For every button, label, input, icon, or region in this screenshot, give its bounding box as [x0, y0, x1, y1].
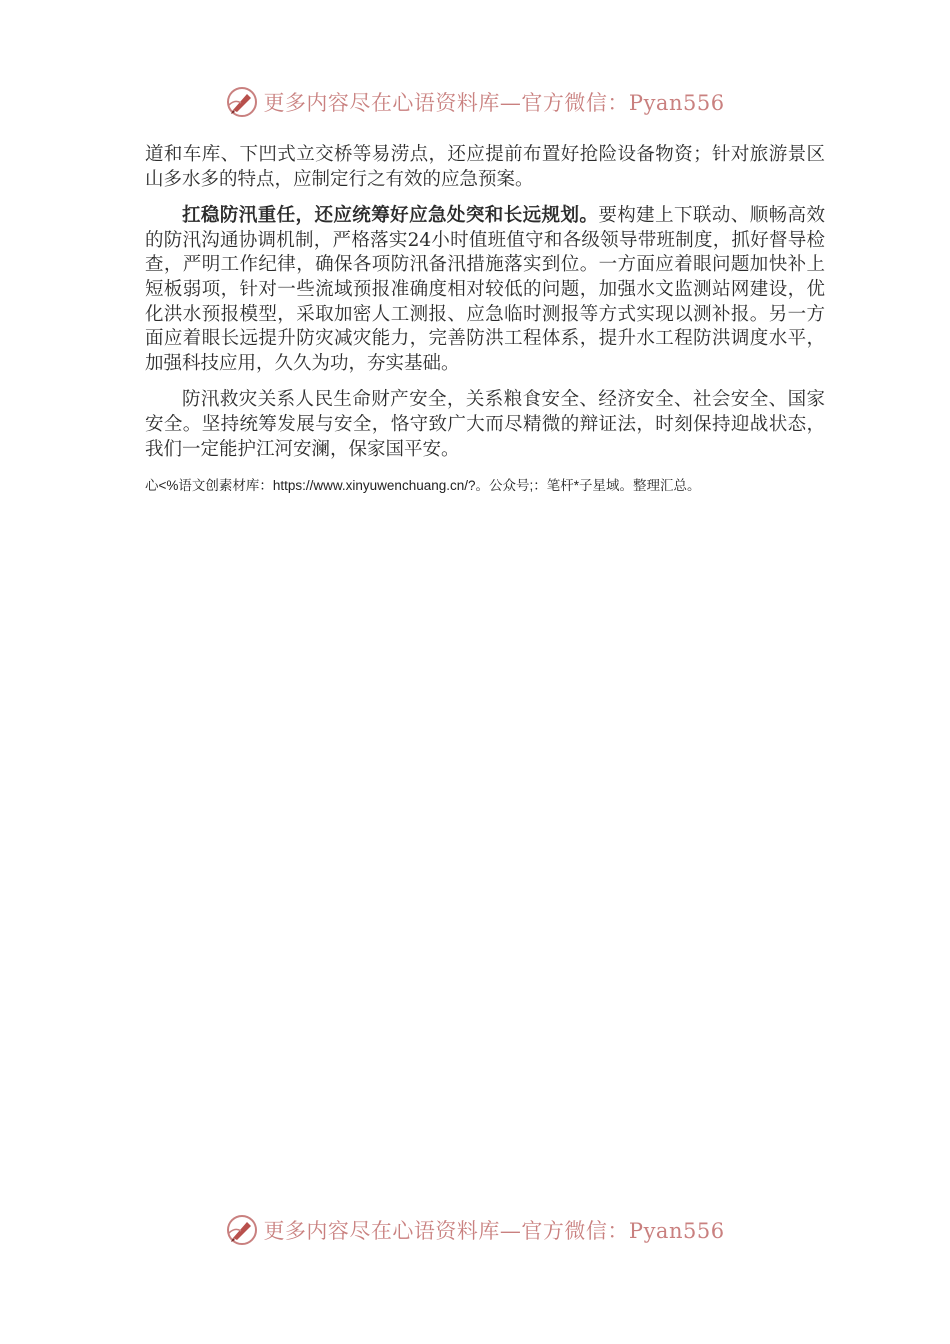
- footer-banner: [0, 1208, 950, 1252]
- source-line: 心<%语文创素材库：https://www.xinyuwenchuang.cn/?。公众号;：笔杆*子星域。整理汇总。: [145, 478, 701, 494]
- paragraph-2-rest: 要构建上下联动、顺畅高效的防汛沟通协调机制，严格落实24小时值班值守和各级领导带班制度，抓好督导检查，严明工作纪律，确保各项防汛备汛措施落实到位。一方面应着眼问题加快补上短板弱项，针对一些流域预报准确度相对较低的问题，加强水文监测站网建设，优化洪水预报模型，采取加密人工测报、应急临时测报等方式实现以测补报。另一方面应着眼长远提升防灾减灾能力，完善防洪工程体系，提升水工程防洪调度水平，加强科技应用，久久为功，夯实基础。: [145, 205, 825, 374]
- paragraph-2-lead: 扛稳防汛重任，还应统筹好应急处突和长远规划。: [182, 205, 599, 227]
- pen-nib-logo-icon: [225, 85, 259, 119]
- paragraph-3: 防汛救灾关系人民生命财产安全，关系粮食安全、经济安全、社会安全、国家安全。坚持统筹发展与安全，恪守致广大而尽精微的辩证法，时刻保持迎战状态，我们一定能护江河安澜，保家国平安。: [145, 389, 825, 460]
- paragraph-1: 道和车库、下凹式立交桥等易涝点，还应提前布置好抢险设备物资；针对旅游景区山多水多的特点，应制定行之有效的应急预案。: [145, 144, 825, 190]
- footer-banner-text: 更多内容尽在心语资料库—官方微信：Pyan556: [263, 1219, 725, 1243]
- pen-nib-logo-icon: [225, 1213, 259, 1247]
- header-banner: [0, 80, 950, 124]
- document-body: [145, 143, 825, 496]
- header-banner-text: 更多内容尽在心语资料库—官方微信：Pyan556: [263, 91, 725, 115]
- paragraph-2: [145, 204, 825, 376]
